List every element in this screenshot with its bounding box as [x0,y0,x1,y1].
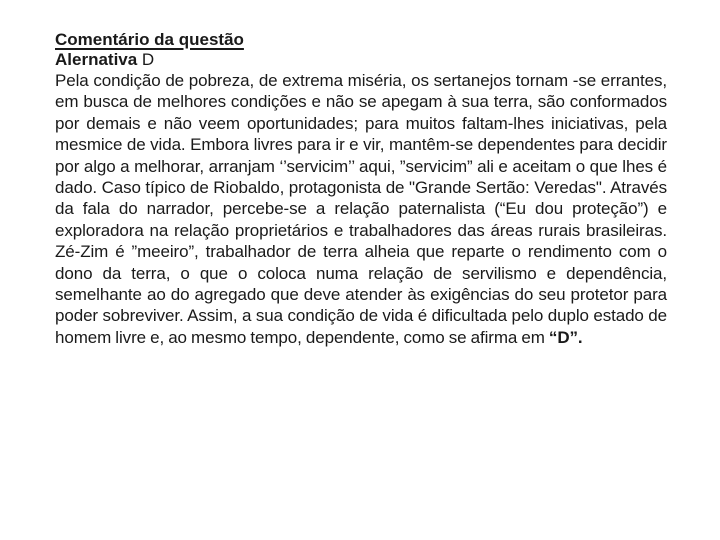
answer-label: Alernativa [55,50,138,69]
answer-line [55,50,667,70]
comment-slide [55,30,667,348]
explanation-text: Pela condição de pobreza, de extrema miséria, os sertanejos tornam -se errantes, em busca de melhores condições e não se apegam à sua terra, são conformados por demais e não veem oportunidades; para muitos faltam-lhes iniciativas, pela mesmice de vida. Embora livres para ir e vir, mantêm-se dependentes para decidir por algo a melhorar, arranjam ‘’servicim’’ aqui, ”servicim” ali e aceitam o que lhes é dado. Caso típico de Riobaldo, protagonista de "Grande Sertão: Veredas". Através da fala do narrador, percebe-se a relação paternalista (“Eu dou proteção”) e exploradora na relação proprietários e trabalhadores das áreas rurais brasileiras. Zé-Zim é ”meeiro”, trabalhador de terra alheia que reparte o rendimento com o dono da terra, o que o coloca numa relação de servilismo e dependência, semelhante ao do agregado que deve atender às exigências do seu protetor para poder sobreviver. Assim, a sua condição de vida é dificultada pelo duplo estado de homem livre e, ao mesmo tempo, dependente, como se afirma em [55,71,667,347]
explanation-paragraph [55,70,667,348]
section-title: Comentário da questão [55,30,244,49]
final-answer: “D”. [548,327,583,347]
answer-letter: D [137,50,155,69]
